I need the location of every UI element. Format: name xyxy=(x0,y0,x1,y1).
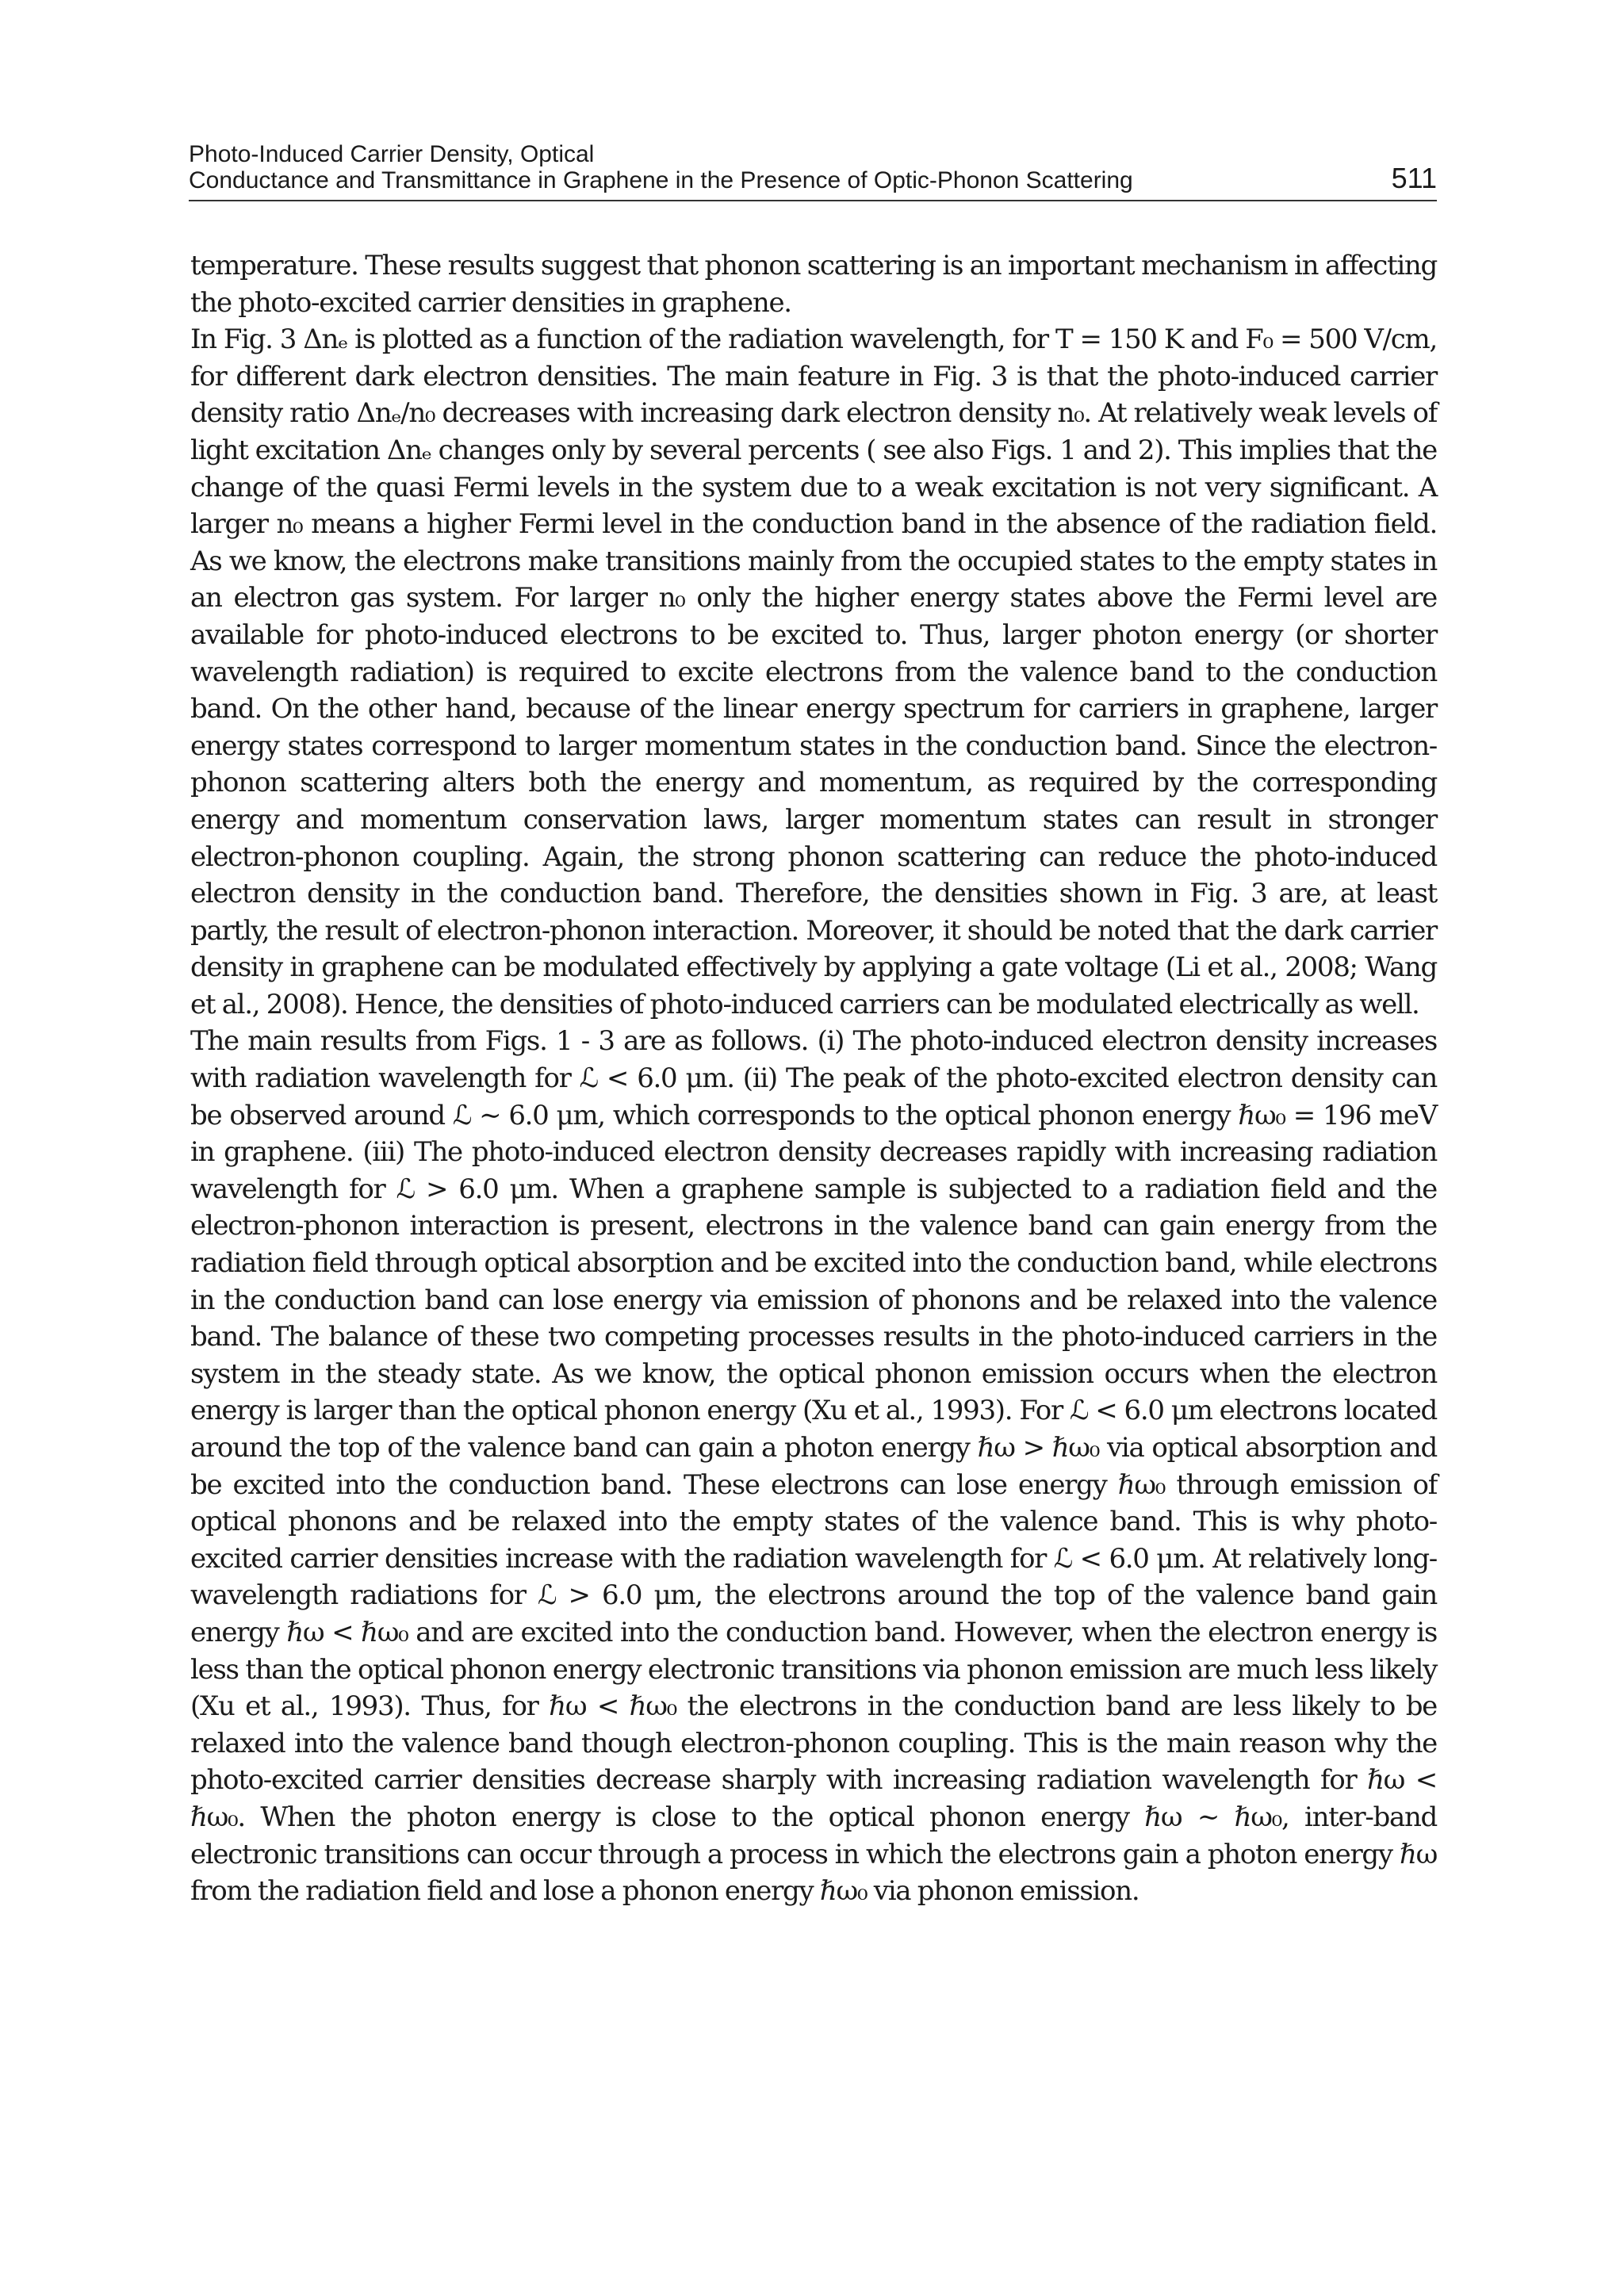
running-header xyxy=(189,141,1437,201)
paragraph-fig3-discussion: In Fig. 3 Δnₑ is plotted as a function of the radiation wavelength, for T = 150 K and F₀ = 500 V/cm, for different dark electron densities. The main feature in Fig. 3 is that the photo-induced carrier density ratio Δnₑ/n₀ decreases with increasing dark electron density n₀. At relatively weak levels of light excitation Δnₑ changes only by several percents ( see also Figs. 1 and 2). This implies that the change of the quasi Fermi levels in the system due to a weak excitation is not very significant. A larger n₀ means a higher Fermi level in the conduction band in the absence of the radiation field. As we know, the electrons make transitions mainly from the occupied states to the empty states in an electron gas system. For larger n₀ only the higher energy states above the Fermi level are available for photo-induced electrons to be excited to. Thus, larger photon energy (or shorter wavelength radiation) is required to excite electrons from the valence band to the conduction band. On the other hand, because of the linear energy spectrum for carriers in graphene, larger energy states correspond to larger momentum states in the conduction band. Since the electron-phonon scattering alters both the energy and momentum, as required by the corresponding energy and momentum conservation laws, larger momentum states can result in stronger electron-phonon coupling. Again, the strong phonon scattering can reduce the photo-induced electron density in the conduction band. Therefore, the densities shown in Fig. 3 are, at least partly, the result of electron-phonon interaction. Moreover, it should be noted that the dark carrier density in graphene can be modulated effectively by applying a gate voltage (Li et al., 2008; Wang et al., 2008). Hence, the densities of photo-induced carriers can be modulated electrically as well. xyxy=(190,323,1437,1020)
paragraph-main-results: The main results from Figs. 1 - 3 are as follows. (i) The photo-induced electron density increases with radiation wavelength for ℒ < 6.0 μm. (ii) The peak of the photo-excited electron density can be observed around ℒ ∼ 6.0 μm, which corresponds to the optical phonon energy ℏω₀ = 196 meV in graphene. (iii) The photo-induced electron density decreases rapidly with increasing radiation wavelength for ℒ > 6.0 μm. When a graphene sample is subjected to a radiation field and the electron-phonon interaction is present, electrons in the valence band can gain energy from the radiation field through optical absorption and be excited into the conduction band, while electrons in the conduction band can lose energy via emission of phonons and be relaxed into the valence band. The balance of these two competing processes results in the photo-induced carriers in the system in the steady state. As we know, the optical phonon emission occurs when the electron energy is larger than the optical phonon energy (Xu et al., 1993). For ℒ < 6.0 μm electrons located around the top of the valence band can gain a photon energy ℏω > ℏω₀ via optical absorption and be excited into the conduction band. These electrons can lose energy ℏω₀ through emission of optical phonons and be relaxed into the empty states of the valence band. This is why photo-excited carrier densities increase with the radiation wavelength for ℒ < 6.0 μm. At relatively long-wavelength radiations for ℒ > 6.0 μm, the electrons around the top of the valence band gain energy ℏω < ℏω₀ and are excited into the conduction band. However, when the electron energy is less than the optical phonon energy electronic transitions via phonon emission are much less likely (Xu et al., 1993). Thus, for ℏω < ℏω₀ the electrons in the conduction band are less likely to be relaxed into the valence band though electron-phonon coupling. This is the main reason why the photo-excited carrier densities decrease sharply with increasing radiation wavelength for ℏω < ℏω₀. When the photon energy is close to the optical phonon energy ℏω ∼ ℏω₀, inter-band electronic transitions can occur through a process in which the electrons gain a photon energy ℏω from the radiation field and lose a phonon energy ℏω₀ via phonon emission. xyxy=(190,1025,1437,1908)
running-title-line-2: Conductance and Transmittance in Graphene in the Presence of Optic-Phonon Scattering xyxy=(189,167,1133,193)
running-title-line-1: Photo-Induced Carrier Density, Optical xyxy=(189,141,595,167)
body-text xyxy=(190,247,1437,1910)
page-number: 511 xyxy=(1391,162,1437,194)
paragraph-continuation: temperature. These results suggest that phonon scattering is an important mechanism in affecting the photo-excited carrier densities in graphene. xyxy=(190,250,1437,319)
